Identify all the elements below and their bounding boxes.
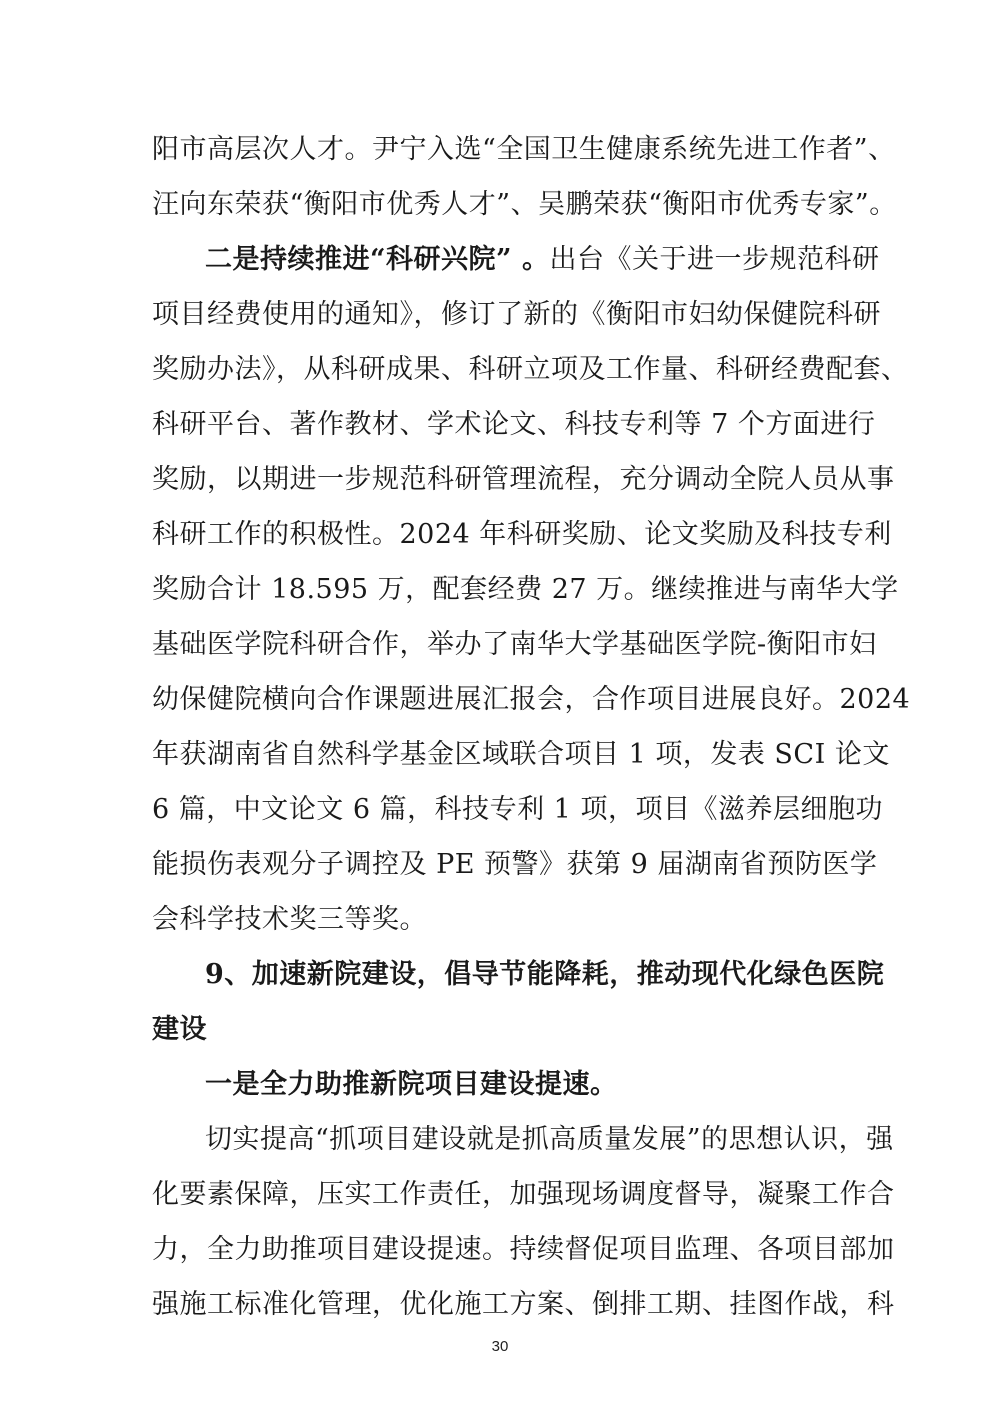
text-line: 切实提高“抓项目建设就是抓高质量发展”的思想认识，强 <box>205 1124 894 1155</box>
section-heading: 9、加速新院建设，倡导节能降耗，推动现代化绿色医院 <box>205 959 885 990</box>
subsection-heading: 一是全力助推新院项目建设提速。 <box>205 1069 618 1100</box>
page-number: 30 <box>491 1338 509 1355</box>
text-line: 奖励，以期进一步规范科研管理流程，充分调动全院人员从事 <box>152 464 895 495</box>
text-line: 奖励办法》，从科研成果、科研立项及工作量、科研经费配套、 <box>152 354 909 385</box>
paragraph-line <box>205 237 880 276</box>
text-line: 基础医学院科研合作，举办了南华大学基础医学院-衡阳市妇 <box>152 629 877 660</box>
text-line: 科研工作的积极性。2024 年科研奖励、论文奖励及科技专利 <box>152 519 892 550</box>
section-heading-inline: 二是持续推进“科研兴院” 。 <box>205 244 550 275</box>
section-heading-continued: 建设 <box>152 1014 207 1045</box>
text-line: 汪向东荣获“衡阳市优秀人才”、吴鹏荣获“衡阳市优秀专家”。 <box>152 189 897 220</box>
text-line: 化要素保障，压实工作责任，加强现场调度督导，凝聚工作合 <box>152 1179 895 1210</box>
text-line: 能损伤表观分子调控及 PE 预警》获第 9 届湖南省预防医学 <box>152 849 878 880</box>
text-line: 幼保健院横向合作课题进展汇报会，合作项目进展良好。2024 <box>152 684 911 715</box>
text-line: 项目经费使用的通知》，修订了新的《衡阳市妇幼保健院科研 <box>152 299 881 330</box>
text-line: 力，全力助推项目建设提速。持续督促项目监理、各项目部加 <box>152 1234 895 1265</box>
text-line: 年获湖南省自然科学基金区域联合项目 1 项，发表 SCI 论文 <box>152 739 890 770</box>
text-line: 会科学技术奖三等奖。 <box>152 904 427 935</box>
text-line: 奖励合计 18.595 万，配套经费 27 万。继续推进与南华大学 <box>152 574 899 605</box>
text-line: 强施工标准化管理，优化施工方案、倒排工期、挂图作战，科 <box>152 1289 895 1320</box>
text-line: 阳市高层次人才。尹宁入选“全国卫生健康系统先进工作者”、 <box>152 134 896 165</box>
text-line: 科研平台、著作教材、学术论文、科技专利等 7 个方面进行 <box>152 409 876 440</box>
text-span: 出台《关于进一步规范科研 <box>549 244 880 275</box>
text-line: 6 篇，中文论文 6 篇，科技专利 1 项，项目《滋养层细胞功 <box>152 794 883 825</box>
